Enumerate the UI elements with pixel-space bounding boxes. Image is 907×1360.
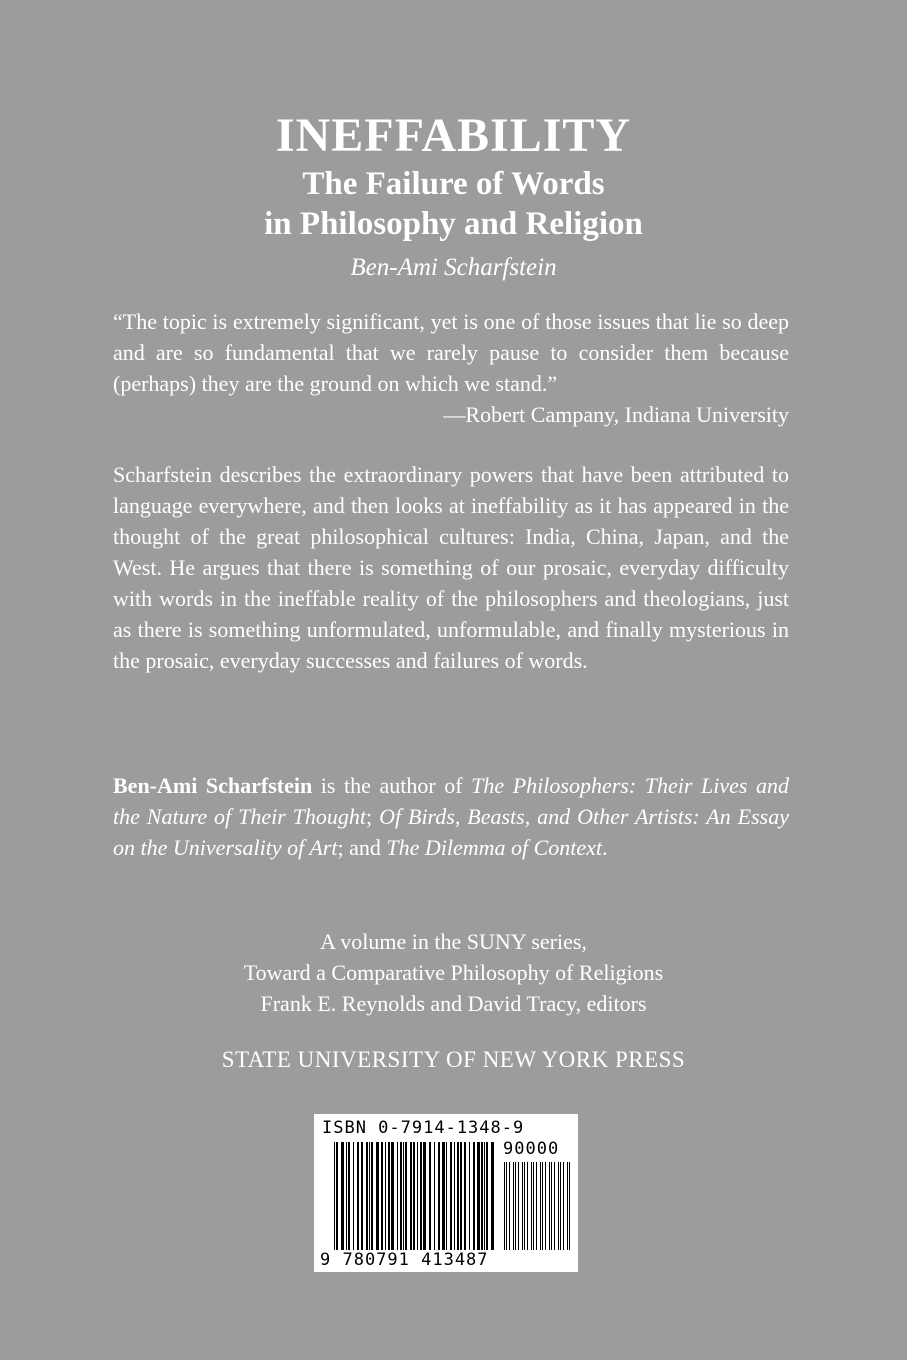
- price-barcode-bar: [549, 1162, 550, 1250]
- bio-book-title: The Philosophers: Their Lives and the Nature of Their Thought: [113, 773, 789, 829]
- price-barcode-bar: [513, 1162, 514, 1250]
- title-block: [0, 108, 907, 286]
- barcode-bar: [423, 1142, 426, 1250]
- series-info: [0, 926, 907, 1019]
- barcode-bar: [442, 1142, 445, 1250]
- bio-end: .: [602, 835, 608, 860]
- barcode-bar: [469, 1142, 470, 1250]
- price-code: 90000: [503, 1139, 560, 1159]
- ean-digits: 9 780791 413487: [320, 1250, 489, 1270]
- price-barcode-bar: [509, 1162, 510, 1250]
- bio-separator: ;: [366, 804, 380, 829]
- barcode-bar: [361, 1142, 363, 1250]
- price-barcode-bar: [542, 1162, 543, 1250]
- barcode-bar: [484, 1142, 485, 1250]
- price-barcode-bar: [563, 1162, 564, 1250]
- price-barcode-bar: [554, 1162, 555, 1250]
- price-barcode-bar: [545, 1162, 546, 1250]
- barcode-bar: [457, 1142, 459, 1250]
- barcode-bar: [381, 1142, 383, 1250]
- barcode-bar: [473, 1142, 475, 1250]
- barcode-bar: [366, 1142, 368, 1250]
- price-barcode-bar: [569, 1162, 570, 1250]
- barcode-bar: [371, 1142, 373, 1250]
- barcode-bar: [405, 1142, 407, 1250]
- barcode-bar: [481, 1142, 483, 1250]
- barcode-bar: [417, 1142, 418, 1250]
- barcode-bar: [334, 1142, 335, 1250]
- barcode-bar: [397, 1142, 398, 1250]
- series-line: Frank E. Reynolds and David Tracy, editors: [260, 991, 647, 1016]
- bio-author-name: Ben-Ami Scharfstein: [113, 773, 313, 798]
- quote-text: “The topic is extremely significant, yet is one of those issues that lie so deep and are so fundamental that we rarely pause to consider them because (perhaps) they are the ground on which we stand.”: [113, 309, 789, 396]
- barcode-bar: [403, 1142, 404, 1250]
- isbn-number: ISBN 0-7914-1348-9: [322, 1118, 525, 1138]
- price-barcode-bar: [533, 1162, 534, 1250]
- barcode-bar: [346, 1142, 347, 1250]
- barcode-bar: [460, 1142, 462, 1250]
- barcode-bar: [357, 1142, 359, 1250]
- barcode-bar: [434, 1142, 435, 1250]
- endorsement-quote: [113, 306, 789, 430]
- barcode-bar: [376, 1142, 379, 1250]
- series-line: A volume in the SUNY series,: [320, 929, 587, 954]
- price-barcode-bar: [524, 1162, 525, 1250]
- price-barcode-bar: [551, 1162, 552, 1250]
- price-barcode-bar: [560, 1162, 561, 1250]
- bio-separator: ; and: [337, 835, 387, 860]
- price-barcode-bar: [567, 1162, 568, 1250]
- barcode-bar: [413, 1142, 415, 1250]
- series-line: Toward a Comparative Philosophy of Religions: [243, 960, 664, 985]
- bio-text: is the author of: [312, 773, 472, 798]
- barcode-bar: [420, 1142, 422, 1250]
- barcode-bar: [450, 1142, 452, 1250]
- bio-book-title: The Dilemma of Context: [386, 835, 603, 860]
- bio-book-title: Of Birds, Beasts, and Other Artists: An Essay on the Universality of Art: [113, 804, 789, 860]
- price-barcode-bar: [506, 1162, 507, 1250]
- barcode-bar: [341, 1142, 344, 1250]
- barcode-bar: [369, 1142, 370, 1250]
- barcode-bar: [491, 1142, 494, 1250]
- price-barcode-bar: [536, 1162, 537, 1250]
- author-name: Ben-Ami Scharfstein: [350, 254, 557, 281]
- barcode-label: [314, 1114, 578, 1272]
- barcode-bar: [353, 1142, 354, 1250]
- book-title: INEFFABILITY: [275, 109, 632, 162]
- book-subtitle-line1: The Failure of Words: [302, 166, 605, 202]
- price-barcode-bar: [515, 1162, 516, 1250]
- quote-attribution: —Robert Campany, Indiana University: [443, 402, 789, 427]
- price-barcode-bar: [518, 1162, 519, 1250]
- barcode-bar: [438, 1142, 440, 1250]
- price-barcode-bar: [558, 1162, 559, 1250]
- price-barcode-bar: [504, 1162, 505, 1250]
- author-bio: [113, 770, 789, 863]
- book-subtitle-line2: in Philosophy and Religion: [264, 206, 643, 242]
- price-barcode-bar: [540, 1162, 541, 1250]
- barcode-bar: [477, 1142, 480, 1250]
- price-barcode-bar: [531, 1162, 532, 1250]
- barcode-bar: [446, 1142, 447, 1250]
- barcode-bar: [464, 1142, 466, 1250]
- book-description: Scharfstein describes the extraordinary powers that have been attributed to language everywhere, and then looks at ineffability as it has appeared in the thought of the great philosophical cultures: India, China, Japan, and the West. He argues that there is something of our prosaic, everyday difficulty with words in the ineffable reality of the philosophers and theologians, just as there is something unformulated, unformulable, and finally mysterious in the prosaic, everyday successes and failures of words.: [113, 462, 789, 673]
- barcode-bar: [429, 1142, 431, 1250]
- barcode-bar: [336, 1142, 338, 1250]
- barcode-bar: [400, 1142, 402, 1250]
- barcode-bar: [410, 1142, 412, 1250]
- barcode-bar: [348, 1142, 350, 1250]
- barcode-bar: [486, 1142, 488, 1250]
- barcode-bar: [454, 1142, 455, 1250]
- price-barcode-bar: [522, 1162, 523, 1250]
- price-barcode-bar: [527, 1162, 528, 1250]
- publisher-name: STATE UNIVERSITY OF NEW YORK PRESS: [221, 1047, 686, 1072]
- barcode-bar: [388, 1142, 390, 1250]
- barcode-bar: [385, 1142, 386, 1250]
- barcode-bar: [391, 1142, 394, 1250]
